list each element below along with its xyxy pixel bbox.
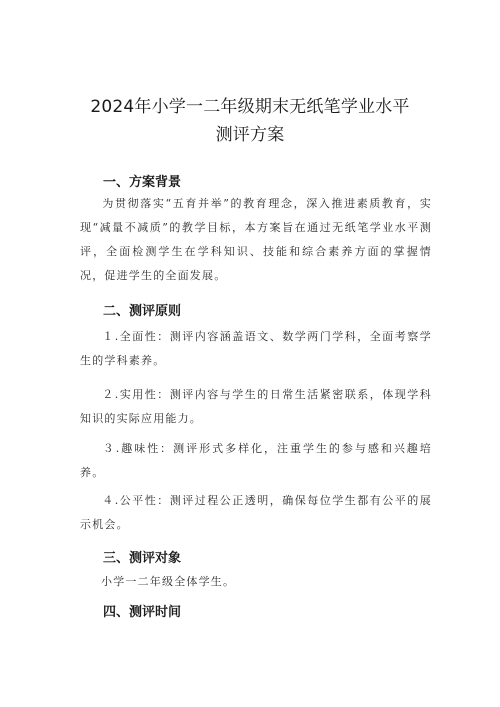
document-title-line2: 测评方案 (215, 125, 285, 145)
document-title-line1: 2024年小学一二年级期末无纸笔学业水平 (90, 97, 410, 117)
section-heading-time: 四、测评时间 (103, 605, 182, 620)
section-paragraph-background: 为贯彻落实“五育并举”的教育理念，深入推进素质教育，实现“减量不减质”的教学目标，本方案旨在通过无纸笔学业水平测评，全面检测学生在学科知识、技能和综合素养方面的掌握情况，促进学生的全面发展。 (80, 197, 432, 282)
principle-item: ３.趣味性：测评形式多样化，注重学生的参与感和兴趣培养。 (80, 442, 432, 479)
principle-item: ４.公平性：测评过程公正透明，确保每位学生都有公平的展示机会。 (80, 494, 432, 531)
principle-item: ２.实用性：测评内容与学生的日常生活紧密联系，体现学科知识的实际应用能力。 (80, 388, 432, 425)
section-heading-background: 一、方案背景 (103, 175, 182, 190)
section-heading-target: 三、测评对象 (103, 551, 182, 566)
principle-item: １.全面性：测评内容涵盖语文、数学两门学科，全面考察学生的学科素养。 (80, 330, 432, 367)
section-heading-principles: 二、测评原则 (103, 304, 182, 319)
section-paragraph-target: 小学一二年级全体学生。 (101, 575, 236, 588)
